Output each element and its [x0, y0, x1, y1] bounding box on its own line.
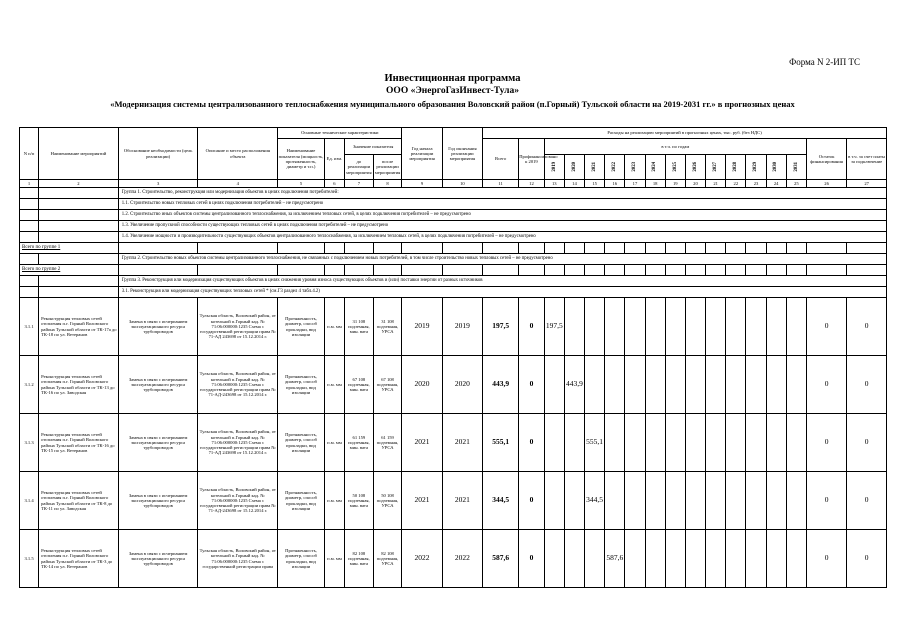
col-header-total: Всего	[483, 139, 519, 180]
col-header-after: после реализации мероприятия	[373, 155, 402, 180]
row-unit: п.м. мм	[324, 472, 344, 530]
col-number: 12	[519, 180, 544, 188]
row-year-cost-2022	[605, 472, 625, 530]
row-year-cost-2030	[766, 530, 786, 588]
row-indicator: Протяженность, диаметр, способ прокладки, вид изоляции	[278, 530, 325, 588]
col-header-year-2031: 2031	[786, 155, 806, 180]
row-year-cost-2023	[625, 530, 645, 588]
empty-cell	[625, 265, 645, 276]
col-number: 14	[564, 180, 584, 188]
row-remaining: 0	[806, 530, 846, 588]
row-unit: п.м. мм	[324, 356, 344, 414]
col-header-year-2021: 2021	[585, 155, 605, 180]
row-year-cost-2025	[665, 356, 685, 414]
row-value-after: 82 108 подземная, УРСА	[373, 530, 402, 588]
col-header-by-years: в т.ч. по годам	[544, 139, 806, 155]
col-number: 4	[198, 180, 278, 188]
row-year-cost-2024	[645, 298, 665, 356]
row-year-cost-2019	[544, 414, 564, 472]
table-row	[20, 530, 887, 588]
table-row	[20, 356, 887, 414]
empty-cell	[706, 243, 726, 254]
col-number: 3	[118, 180, 198, 188]
program-subtitle: «Модернизация системы централизованного теплоснабжения муниципального образования Воловский район (п.Горный) Тульской области на 2019-2031 гг.» в прогнозных ценах	[110, 99, 795, 109]
row-year-cost-2031	[786, 298, 806, 356]
subgroup-1-2: 1.2. Строительство иных объектов системы централизованного теплоснабжения, за исключением тепловых сетей, в целях подключения потребителей – не предусмотрено	[118, 210, 886, 221]
row-year-cost-2023	[625, 472, 645, 530]
col-header-year-2019: 2019	[544, 155, 564, 180]
row-year-cost-2023	[625, 414, 645, 472]
row-number: 3.1.4	[20, 472, 39, 530]
row-year-end: 2020	[442, 356, 482, 414]
row-value-after: 31 108 подземная, УРСА	[373, 298, 402, 356]
col-header-year-2028: 2028	[726, 155, 746, 180]
row-year-cost-2030	[766, 472, 786, 530]
col-header-year-2029: 2029	[746, 155, 766, 180]
col-number: 16	[605, 180, 625, 188]
empty-cell	[198, 265, 278, 276]
row-year-cost-2030	[766, 298, 786, 356]
col-header-year-2023: 2023	[625, 155, 645, 180]
row-reason: Замена в связи с исчерпанием эксплуатационного ресурса трубопроводов	[118, 414, 198, 472]
row-profinanced: 0	[519, 472, 544, 530]
subgroup-3-1: 3.1. Реконструкция или модернизация существующих тепловых сетей * (см.Г3 раздел 4 табл.4.2)	[118, 287, 886, 298]
row-indicator: Протяженность, диаметр, способ прокладки, вид изоляции	[278, 298, 325, 356]
row-year-cost-2019	[544, 356, 564, 414]
row-year-cost-2021: 344,5	[585, 472, 605, 530]
row-year-cost-2023	[625, 298, 645, 356]
row-total: 197,5	[483, 298, 519, 356]
empty-cell	[685, 243, 705, 254]
col-number: 24	[766, 180, 786, 188]
col-header-before: до реализации мероприятия	[345, 155, 374, 180]
row-year-cost-2024	[645, 356, 665, 414]
row-year-cost-2019: 197,5	[544, 298, 564, 356]
row-year-cost-2031	[786, 472, 806, 530]
col-header-year-2026: 2026	[685, 155, 705, 180]
row-description: Тульская область, Воловский район, от котельной п.Горный кад. № 71:06:000000:1235 Схема с государственной регистрации права	[198, 530, 278, 588]
col-number: 20	[685, 180, 705, 188]
col-header-reason: Обоснование необходимости (цель реализации)	[118, 128, 198, 180]
empty-cell	[118, 243, 198, 254]
empty-cell	[625, 243, 645, 254]
row-reason: Замена в связи с исчерпанием эксплуатационного ресурса трубопроводов	[118, 356, 198, 414]
empty-cell	[746, 243, 766, 254]
col-number: 2	[39, 180, 119, 188]
empty-cell	[402, 243, 442, 254]
row-year-end: 2019	[442, 298, 482, 356]
col-number: 17	[625, 180, 645, 188]
col-header-name: Наименование мероприятий	[39, 128, 119, 180]
col-header-main-char: Основные технические характеристики	[278, 128, 402, 139]
col-header-value: Значение показателя	[345, 139, 402, 155]
empty-cell	[345, 265, 374, 276]
empty-cell	[519, 243, 544, 254]
col-number: 7	[345, 180, 374, 188]
row-connection-fee: 0	[847, 356, 887, 414]
col-header-year-start: Год начала реализации мероприятия	[402, 128, 442, 180]
row-number: 3.1.2	[20, 356, 39, 414]
row-description: Тульская область, Воловский район, от котельной п.Горный кад. № 71:06:000000:1235 Схема с государственной регистрации права № 71-АД 243698 от 15.12.2014 г.	[198, 298, 278, 356]
row-value-after: 50 108 подземная, УРСА	[373, 472, 402, 530]
row-year-cost-2026	[685, 530, 705, 588]
col-number: 9	[402, 180, 442, 188]
row-year-cost-2027	[706, 356, 726, 414]
row-year-start: 2019	[402, 298, 442, 356]
empty-cell	[519, 265, 544, 276]
group-1-heading: Группа 1. Строительство, реконструкция или модернизация объектов в целях подключения потребителей:	[118, 188, 886, 199]
empty-cell	[585, 243, 605, 254]
row-year-cost-2029	[746, 472, 766, 530]
row-year-cost-2031	[786, 356, 806, 414]
row-value-before: 82 108 подземная, мин. вата	[345, 530, 374, 588]
col-header-unit: Ед. изм.	[324, 139, 344, 180]
col-number: 15	[585, 180, 605, 188]
row-year-cost-2025	[665, 414, 685, 472]
empty-cell	[786, 265, 806, 276]
row-year-cost-2022	[605, 356, 625, 414]
col-header-remaining: Остаток финансирования	[806, 139, 846, 180]
row-year-cost-2020	[564, 414, 584, 472]
row-profinanced: 0	[519, 414, 544, 472]
row-value-after: 61 159 подземная, УРСА	[373, 414, 402, 472]
group-1-total-label: Всего по группе 1	[20, 243, 119, 254]
group-2-total-label: Всего по группе 2	[20, 265, 119, 276]
row-value-after: 67 108 подземная, УРСА	[373, 356, 402, 414]
row-value-before: 50 108 подземная, мин. вата	[345, 472, 374, 530]
row-value-before: 61 159 подземная, мин. вата	[345, 414, 374, 472]
empty-cell	[118, 265, 198, 276]
row-year-cost-2020: 443,9	[564, 356, 584, 414]
col-header-incl-fee: в т.ч. за счет платы за подключение	[847, 139, 887, 180]
page-title: Инвестиционная программа	[384, 73, 521, 84]
row-number: 3.1.3	[20, 414, 39, 472]
row-name: Реконструкция тепловых сетей отопления п.г. Горный Воловского района Тульской области от ТК-3 до ТК-14 по ул. Ветеранов	[39, 530, 119, 588]
empty-cell	[726, 243, 746, 254]
row-year-cost-2022	[605, 414, 625, 472]
row-year-cost-2027	[706, 414, 726, 472]
empty-cell	[786, 243, 806, 254]
row-year-cost-2030	[766, 356, 786, 414]
empty-cell	[198, 243, 278, 254]
col-number: 21	[706, 180, 726, 188]
row-name: Реконструкция тепловых сетей отопления п.г. Горный Воловского района Тульской области от ТК-8 до ТК-11 по ул. Заводская	[39, 472, 119, 530]
empty-cell	[706, 265, 726, 276]
empty-cell	[685, 265, 705, 276]
empty-cell	[564, 265, 584, 276]
row-year-cost-2024	[645, 472, 665, 530]
col-number: 8	[373, 180, 402, 188]
row-year-cost-2027	[706, 472, 726, 530]
row-year-cost-2030	[766, 414, 786, 472]
row-year-cost-2023	[625, 356, 645, 414]
row-year-cost-2029	[746, 356, 766, 414]
empty-cell	[766, 265, 786, 276]
row-year-cost-2022	[605, 298, 625, 356]
empty-cell	[442, 265, 482, 276]
empty-cell	[544, 265, 564, 276]
empty-cell	[605, 243, 625, 254]
row-year-cost-2026	[685, 356, 705, 414]
row-year-cost-2028	[726, 472, 746, 530]
row-year-cost-2031	[786, 414, 806, 472]
row-year-cost-2027	[706, 298, 726, 356]
row-year-start: 2021	[402, 414, 442, 472]
col-number: 26	[806, 180, 846, 188]
row-year-cost-2020	[564, 298, 584, 356]
empty-cell	[544, 243, 564, 254]
row-year-cost-2028	[726, 530, 746, 588]
col-number: 5	[278, 180, 325, 188]
col-header-year-end: Год окончания реализации мероприятия	[442, 128, 482, 180]
row-value-before: 67 108 подземная, мин. вата	[345, 356, 374, 414]
row-value-before: 31 108 подземная, мин. вата	[345, 298, 374, 356]
row-connection-fee: 0	[847, 472, 887, 530]
col-number: 19	[665, 180, 685, 188]
row-year-end: 2022	[442, 530, 482, 588]
empty-cell	[278, 265, 325, 276]
row-description: Тульская область, Воловский район, от котельной п.Горный кад. № 71:06:000000:1235 Схема с государственной регистрации права № 71-АД 243698 от 15.12.2014 г.	[198, 414, 278, 472]
empty-cell	[665, 265, 685, 276]
row-remaining: 0	[806, 414, 846, 472]
group-2-heading: Группа 2. Строительство новых объектов системы централизованного теплоснабжения, не связанных с подключением новых потребителей, в том числе строительство новых тепловых сетей – не предусмотрено	[118, 254, 886, 265]
empty-cell	[442, 243, 482, 254]
col-number: 1	[20, 180, 39, 188]
row-total: 344,5	[483, 472, 519, 530]
col-header-year-2025: 2025	[665, 155, 685, 180]
row-year-cost-2019	[544, 472, 564, 530]
empty-cell	[847, 265, 887, 276]
row-number: 3.1.1	[20, 298, 39, 356]
subgroup-1-3: 1.3. Увеличение пропускной способности существующих тепловых сетей в целях подключения потребителей – не предусмотрено	[118, 221, 886, 232]
row-year-cost-2021	[585, 530, 605, 588]
row-year-cost-2026	[685, 472, 705, 530]
row-year-cost-2026	[685, 298, 705, 356]
col-number: 6	[324, 180, 344, 188]
col-header-year-2030: 2030	[766, 155, 786, 180]
row-remaining: 0	[806, 356, 846, 414]
col-number: 25	[786, 180, 806, 188]
row-year-start: 2021	[402, 472, 442, 530]
row-connection-fee: 0	[847, 298, 887, 356]
empty-cell	[278, 243, 325, 254]
empty-cell	[665, 243, 685, 254]
empty-cell	[806, 265, 846, 276]
col-header-year-2020: 2020	[564, 155, 584, 180]
row-name: Реконструкция тепловых сетей отопления п.г. Горный Воловского района Тульской области от ТК-13 до ТК-16 по ул. Заводская	[39, 356, 119, 414]
subgroup-1-4: 1.4. Увеличение мощности и производительности существующих объектов централизованного теплоснабжения, за исключением тепловых сетей, в целях подключения потребителей – не предусмотрено	[118, 232, 886, 243]
row-profinanced: 0	[519, 356, 544, 414]
row-indicator: Протяженность, диаметр, способ прокладки, вид изоляции	[278, 472, 325, 530]
empty-cell	[483, 243, 519, 254]
col-header-n: N п/п	[20, 128, 39, 180]
row-unit: п.м. мм	[324, 298, 344, 356]
row-total: 555,1	[483, 414, 519, 472]
table-row	[20, 472, 887, 530]
col-number: 11	[483, 180, 519, 188]
row-indicator: Протяженность, диаметр, способ прокладки, вид изоляции	[278, 356, 325, 414]
row-connection-fee: 0	[847, 530, 887, 588]
row-year-cost-2028	[726, 356, 746, 414]
table-row	[20, 298, 887, 356]
col-header-year-2024: 2024	[645, 155, 665, 180]
row-year-cost-2027	[706, 530, 726, 588]
group-3-heading: Группа 3. Реконструкция или модернизация существующих объектов в целях снижения уровня износа существующих объектов и (или) поставки энергии от разных источников	[118, 276, 886, 287]
col-number: 10	[442, 180, 482, 188]
row-remaining: 0	[806, 472, 846, 530]
empty-cell	[564, 243, 584, 254]
row-total: 587,6	[483, 530, 519, 588]
table-row	[20, 414, 887, 472]
empty-cell	[373, 243, 402, 254]
empty-cell	[345, 243, 374, 254]
row-year-cost-2025	[665, 530, 685, 588]
row-year-start: 2020	[402, 356, 442, 414]
row-total: 443,9	[483, 356, 519, 414]
row-year-cost-2019	[544, 530, 564, 588]
row-remaining: 0	[806, 298, 846, 356]
row-description: Тульская область, Воловский район, от котельной п.Горный кад. № 71:06:000000:1235 Схема с государственной регистрации права № 71-АД-243698 от 15.12.2014 г.	[198, 472, 278, 530]
col-header-year-2027: 2027	[706, 155, 726, 180]
row-description: Тульская область, Воловский район, от котельной п.Горный кад. № 71:06:000000:1235 Схема с государственной регистрации права № 71-АД-243698 от 15.12.2014 г.	[198, 356, 278, 414]
row-profinanced: 0	[519, 530, 544, 588]
empty-cell	[806, 243, 846, 254]
col-header-indicator: Наименование показателя (мощность, протяженность, диаметр и т.п.)	[278, 139, 325, 180]
row-year-cost-2024	[645, 530, 665, 588]
col-number: 13	[544, 180, 564, 188]
row-unit: п.м. мм	[324, 414, 344, 472]
row-year-cost-2028	[726, 298, 746, 356]
row-number: 3.1.5	[20, 530, 39, 588]
subgroup-1-1: 1.1. Строительство новых тепловых сетей в целях подключения потребителей – не предусмотрено	[118, 199, 886, 210]
row-year-cost-2029	[746, 298, 766, 356]
row-year-cost-2021: 555,1	[585, 414, 605, 472]
col-header-costs: Расходы на реализацию мероприятий в прогнозных ценах, тыс. руб. (без НДС)	[483, 128, 887, 139]
form-number: Форма N 2-ИП ТС	[789, 57, 860, 67]
row-year-cost-2031	[786, 530, 806, 588]
empty-cell	[483, 265, 519, 276]
row-reason: Замена в связи с исчерпанием эксплуатационного ресурса трубопроводов	[118, 298, 198, 356]
row-year-cost-2028	[726, 414, 746, 472]
empty-cell	[324, 265, 344, 276]
row-year-start: 2022	[402, 530, 442, 588]
row-unit: п.м. мм	[324, 530, 344, 588]
col-number: 27	[847, 180, 887, 188]
row-name: Реконструкция тепловых сетей отопления п.г. Горный Воловского района Тульской области от ТК-16 до ТК-15 по ул. Ветеранов	[39, 414, 119, 472]
row-year-cost-2029	[746, 414, 766, 472]
row-reason: Замена в связи с исчерпанием эксплуатационного ресурса трубопроводов	[118, 530, 198, 588]
empty-cell	[402, 265, 442, 276]
row-connection-fee: 0	[847, 414, 887, 472]
col-number: 22	[726, 180, 746, 188]
row-year-cost-2022: 587,6	[605, 530, 625, 588]
row-name: Реконструкция тепловых сетей отопления п.г. Горный Воловского района Тульской области от ТК-17а до ТК-18 по ул. Ветеранов	[39, 298, 119, 356]
empty-cell	[324, 243, 344, 254]
row-year-cost-2024	[645, 414, 665, 472]
row-year-cost-2020	[564, 472, 584, 530]
empty-cell	[766, 243, 786, 254]
row-year-cost-2025	[665, 298, 685, 356]
col-header-year-2022: 2022	[605, 155, 625, 180]
organization-name: ООО «ЭнергоГазИнвест-Тула»	[386, 86, 519, 96]
row-indicator: Протяженность, диаметр, способ прокладки, вид изоляции	[278, 414, 325, 472]
empty-cell	[645, 265, 665, 276]
row-year-cost-2029	[746, 530, 766, 588]
col-number: 23	[746, 180, 766, 188]
row-profinanced: 0	[519, 298, 544, 356]
empty-cell	[726, 265, 746, 276]
col-number: 18	[645, 180, 665, 188]
empty-cell	[645, 243, 665, 254]
row-reason: Замена в связи с исчерпанием эксплуатационного ресурса трубопроводов	[118, 472, 198, 530]
row-year-end: 2021	[442, 472, 482, 530]
empty-cell	[605, 265, 625, 276]
row-year-cost-2026	[685, 414, 705, 472]
investment-program-table	[19, 127, 887, 588]
row-year-cost-2020	[564, 530, 584, 588]
empty-cell	[746, 265, 766, 276]
row-year-end: 2021	[442, 414, 482, 472]
row-year-cost-2021	[585, 356, 605, 414]
col-header-profin: Профинансировано к 2019	[519, 139, 544, 180]
empty-cell	[373, 265, 402, 276]
row-year-cost-2025	[665, 472, 685, 530]
empty-cell	[847, 243, 887, 254]
empty-cell	[585, 265, 605, 276]
row-year-cost-2021	[585, 298, 605, 356]
col-header-desc: Описание и место расположения объекта	[198, 128, 278, 180]
